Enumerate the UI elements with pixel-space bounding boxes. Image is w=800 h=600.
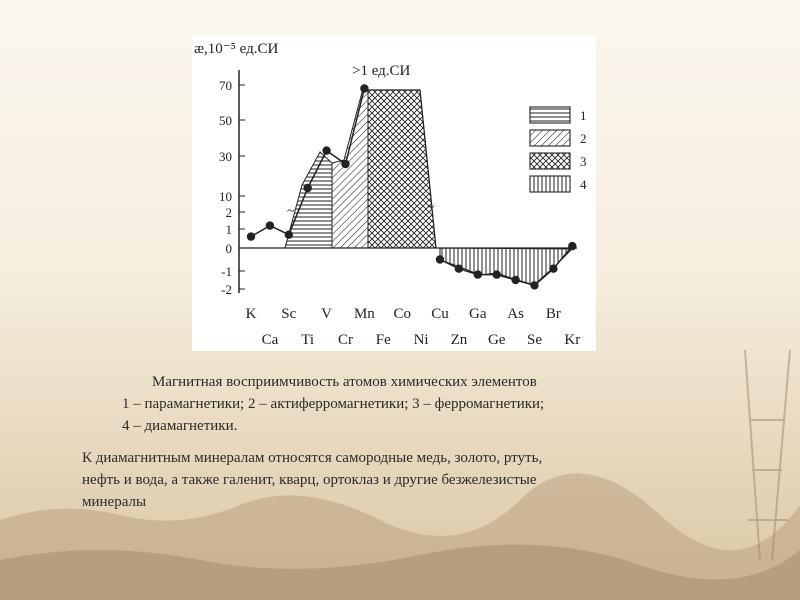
data-point-Kr [568, 242, 576, 250]
legend-swatch-3 [530, 153, 570, 169]
x-tick-label-bottom: Fe [375, 332, 391, 348]
x-tick-label-bottom: Zn [450, 332, 468, 348]
x-tick-label-bottom: Ca [261, 332, 279, 348]
y-tick-label: 10 [219, 189, 232, 204]
max-annotation: >1 ед.СИ [352, 63, 411, 79]
legend-swatch-2 [530, 130, 570, 146]
axis-break-mark: ~ [287, 204, 295, 219]
body-line-3: минералы [82, 494, 147, 510]
data-point-Br [549, 265, 557, 273]
data-point-Ga [474, 270, 482, 278]
y-tick-label: -1 [221, 264, 232, 279]
x-tick-label-bottom: Kr [564, 332, 581, 348]
data-point-Mn [360, 84, 368, 92]
legend-label-4: 4 [580, 177, 587, 192]
x-tick-label-top: Br [545, 306, 561, 322]
x-tick-label-top: V [321, 306, 333, 322]
data-point-Cr [341, 160, 349, 168]
body-line-1: К диамагнитным минералам относятся самородные медь, золото, ртуть, [82, 450, 543, 466]
legend-label-1: 1 [580, 108, 587, 123]
antiferromagnetic-region [332, 85, 368, 248]
y-tick-label: 30 [219, 149, 232, 164]
caption-legend-line-1: 1 – парамагнетики; 2 – актиферромагнетики; 3 – ферромагнетики; [122, 396, 545, 412]
caption-legend-line-2: 4 – диамагнетики. [122, 418, 238, 434]
data-point-Ca [266, 221, 274, 229]
x-tick-label-bottom: Se [527, 332, 542, 348]
y-tick-label: 2 [225, 205, 232, 220]
data-point-Ge [493, 270, 501, 278]
data-point-Zn [455, 265, 463, 273]
data-point-K [247, 232, 255, 240]
x-tick-label-top: Mn [353, 306, 375, 322]
legend-swatch-1 [530, 107, 570, 123]
y-tick-label: 0 [225, 241, 232, 256]
legend-label-2: 2 [580, 131, 587, 146]
x-tick-label-top: As [507, 306, 524, 322]
y-tick-label: -2 [221, 282, 232, 297]
x-tick-label-top: Sc [281, 306, 297, 322]
data-point-As [511, 276, 519, 284]
data-point-Sc [285, 231, 293, 239]
x-tick-label-top: Cu [431, 306, 449, 322]
magnetic-susceptibility-chart [192, 35, 596, 351]
data-point-Se [530, 281, 538, 289]
x-tick-label-bottom: Ge [487, 332, 506, 348]
figure-caption [110, 371, 710, 437]
y-axis-label: æ,10⁻⁵ ед.СИ [194, 41, 279, 57]
x-tick-label-bottom: Ni [413, 332, 429, 348]
legend-swatch-4 [530, 176, 570, 192]
data-point-Cu [436, 255, 444, 263]
body-line-2: нефть и вода, а также галенит, кварц, ортоклаз и другие безжелезистые [82, 472, 537, 488]
data-point-Ti [304, 184, 312, 192]
ferromagnetic-region [368, 90, 436, 248]
axis-break-mark: ~ [427, 200, 435, 215]
caption-title: Магнитная восприимчивость атомов химических элементов [152, 374, 537, 390]
chart-panel [192, 35, 596, 351]
legend-label-3: 3 [580, 154, 587, 169]
data-point-V [322, 146, 330, 154]
y-tick-label: 1 [225, 222, 232, 237]
x-tick-label-top: Co [393, 306, 411, 322]
x-tick-label-bottom: Cr [338, 332, 353, 348]
x-tick-label-bottom: Ti [301, 332, 315, 348]
body-paragraph [82, 447, 722, 513]
x-tick-label-top: Ga [469, 306, 487, 322]
y-tick-label: 70 [219, 78, 232, 93]
x-tick-label-top: K [245, 306, 257, 322]
y-tick-label: 50 [219, 113, 232, 128]
